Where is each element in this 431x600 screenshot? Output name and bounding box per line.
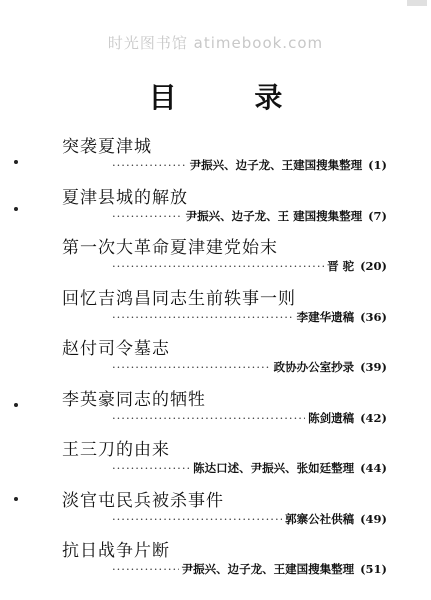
toc-entry[interactable] (62, 334, 387, 385)
toc-entry-author: 陈剑遗稿 (308, 410, 355, 425)
toc-entry-title: 回忆吉鸿昌同志生前轶事一则 (62, 288, 296, 309)
toc-entry-title: 夏津县城的解放 (62, 187, 188, 208)
toc-entry-page: (20) (360, 259, 387, 273)
margin-dot (14, 207, 18, 211)
toc-entry-title: 淡官屯民兵被杀事件 (62, 490, 224, 511)
toc-entry-author: 尹振兴、边子龙、王 建国搜集整理 (185, 208, 363, 223)
toc-entry-line (112, 258, 387, 274)
toc-entry-title: 第一次大革命夏津建党始末 (62, 238, 278, 258)
scan-corner-mark (407, 0, 427, 6)
watermark: 时光图书馆 atimebook.com (107, 34, 324, 52)
page-title: 目 录 (148, 81, 317, 114)
dot-leader (112, 562, 179, 576)
margin-dot (14, 497, 18, 501)
dot-leader (112, 360, 271, 374)
toc-entry-page: (39) (360, 360, 387, 374)
toc-entry-line (112, 309, 387, 325)
toc-entry-line (112, 359, 387, 375)
toc-entry-page: (49) (360, 511, 387, 526)
toc-entry-title: 赵付司令墓志 (62, 339, 170, 359)
toc-entry[interactable] (62, 536, 387, 587)
dot-leader (112, 259, 324, 273)
toc-entry-page: (36) (360, 309, 387, 324)
toc-entry[interactable] (62, 435, 387, 486)
toc-entry-author: 郭寨公社供稿 (285, 511, 355, 526)
dot-leader (112, 411, 305, 425)
toc-entry[interactable] (62, 132, 387, 183)
toc-entry-line (112, 410, 387, 426)
toc-entry[interactable] (62, 385, 387, 436)
toc-entry-line (112, 208, 387, 224)
toc-entry-author: 尹振兴、边子龙、王建国搜集整理 (181, 562, 355, 576)
toc-entry-line (112, 561, 387, 577)
toc-entry-author: 晋 驼 (327, 259, 355, 273)
dot-leader (112, 209, 183, 223)
toc-entry-page: (42) (360, 410, 387, 425)
toc-entry-author: 尹振兴、边子龙、王建国搜集整理 (189, 158, 363, 172)
toc-entry[interactable] (62, 486, 387, 537)
toc-entry-author: 陈达口述、尹振兴、张如廷整理 (193, 461, 355, 475)
toc-entry-title: 抗日战争片断 (62, 541, 170, 561)
dot-leader (112, 158, 187, 172)
toc-entry-title: 王三刀的由来 (62, 440, 170, 460)
toc-entry-page: (7) (368, 208, 387, 223)
toc-entry-page: (1) (368, 158, 387, 172)
toc-entry-title: 李英豪同志的牺牲 (62, 389, 206, 410)
dot-leader (112, 461, 190, 475)
toc-list (62, 132, 387, 587)
dot-leader (112, 310, 294, 324)
dot-leader (112, 512, 282, 526)
toc-entry-line (112, 157, 387, 173)
toc-entry[interactable] (62, 284, 387, 335)
toc-entry-title: 突袭夏津城 (62, 137, 152, 157)
toc-entry-page: (44) (360, 461, 387, 475)
toc-entry-line (112, 460, 387, 476)
margin-dot (14, 160, 18, 164)
toc-entry-author: 李建华遗稿 (296, 309, 355, 324)
toc-entry-page: (51) (360, 562, 387, 576)
toc-entry-line (112, 511, 387, 527)
toc-entry[interactable] (62, 233, 387, 284)
toc-entry-author: 政协办公室抄录 (273, 360, 355, 374)
toc-entry[interactable] (62, 183, 387, 234)
margin-dot (14, 403, 18, 407)
